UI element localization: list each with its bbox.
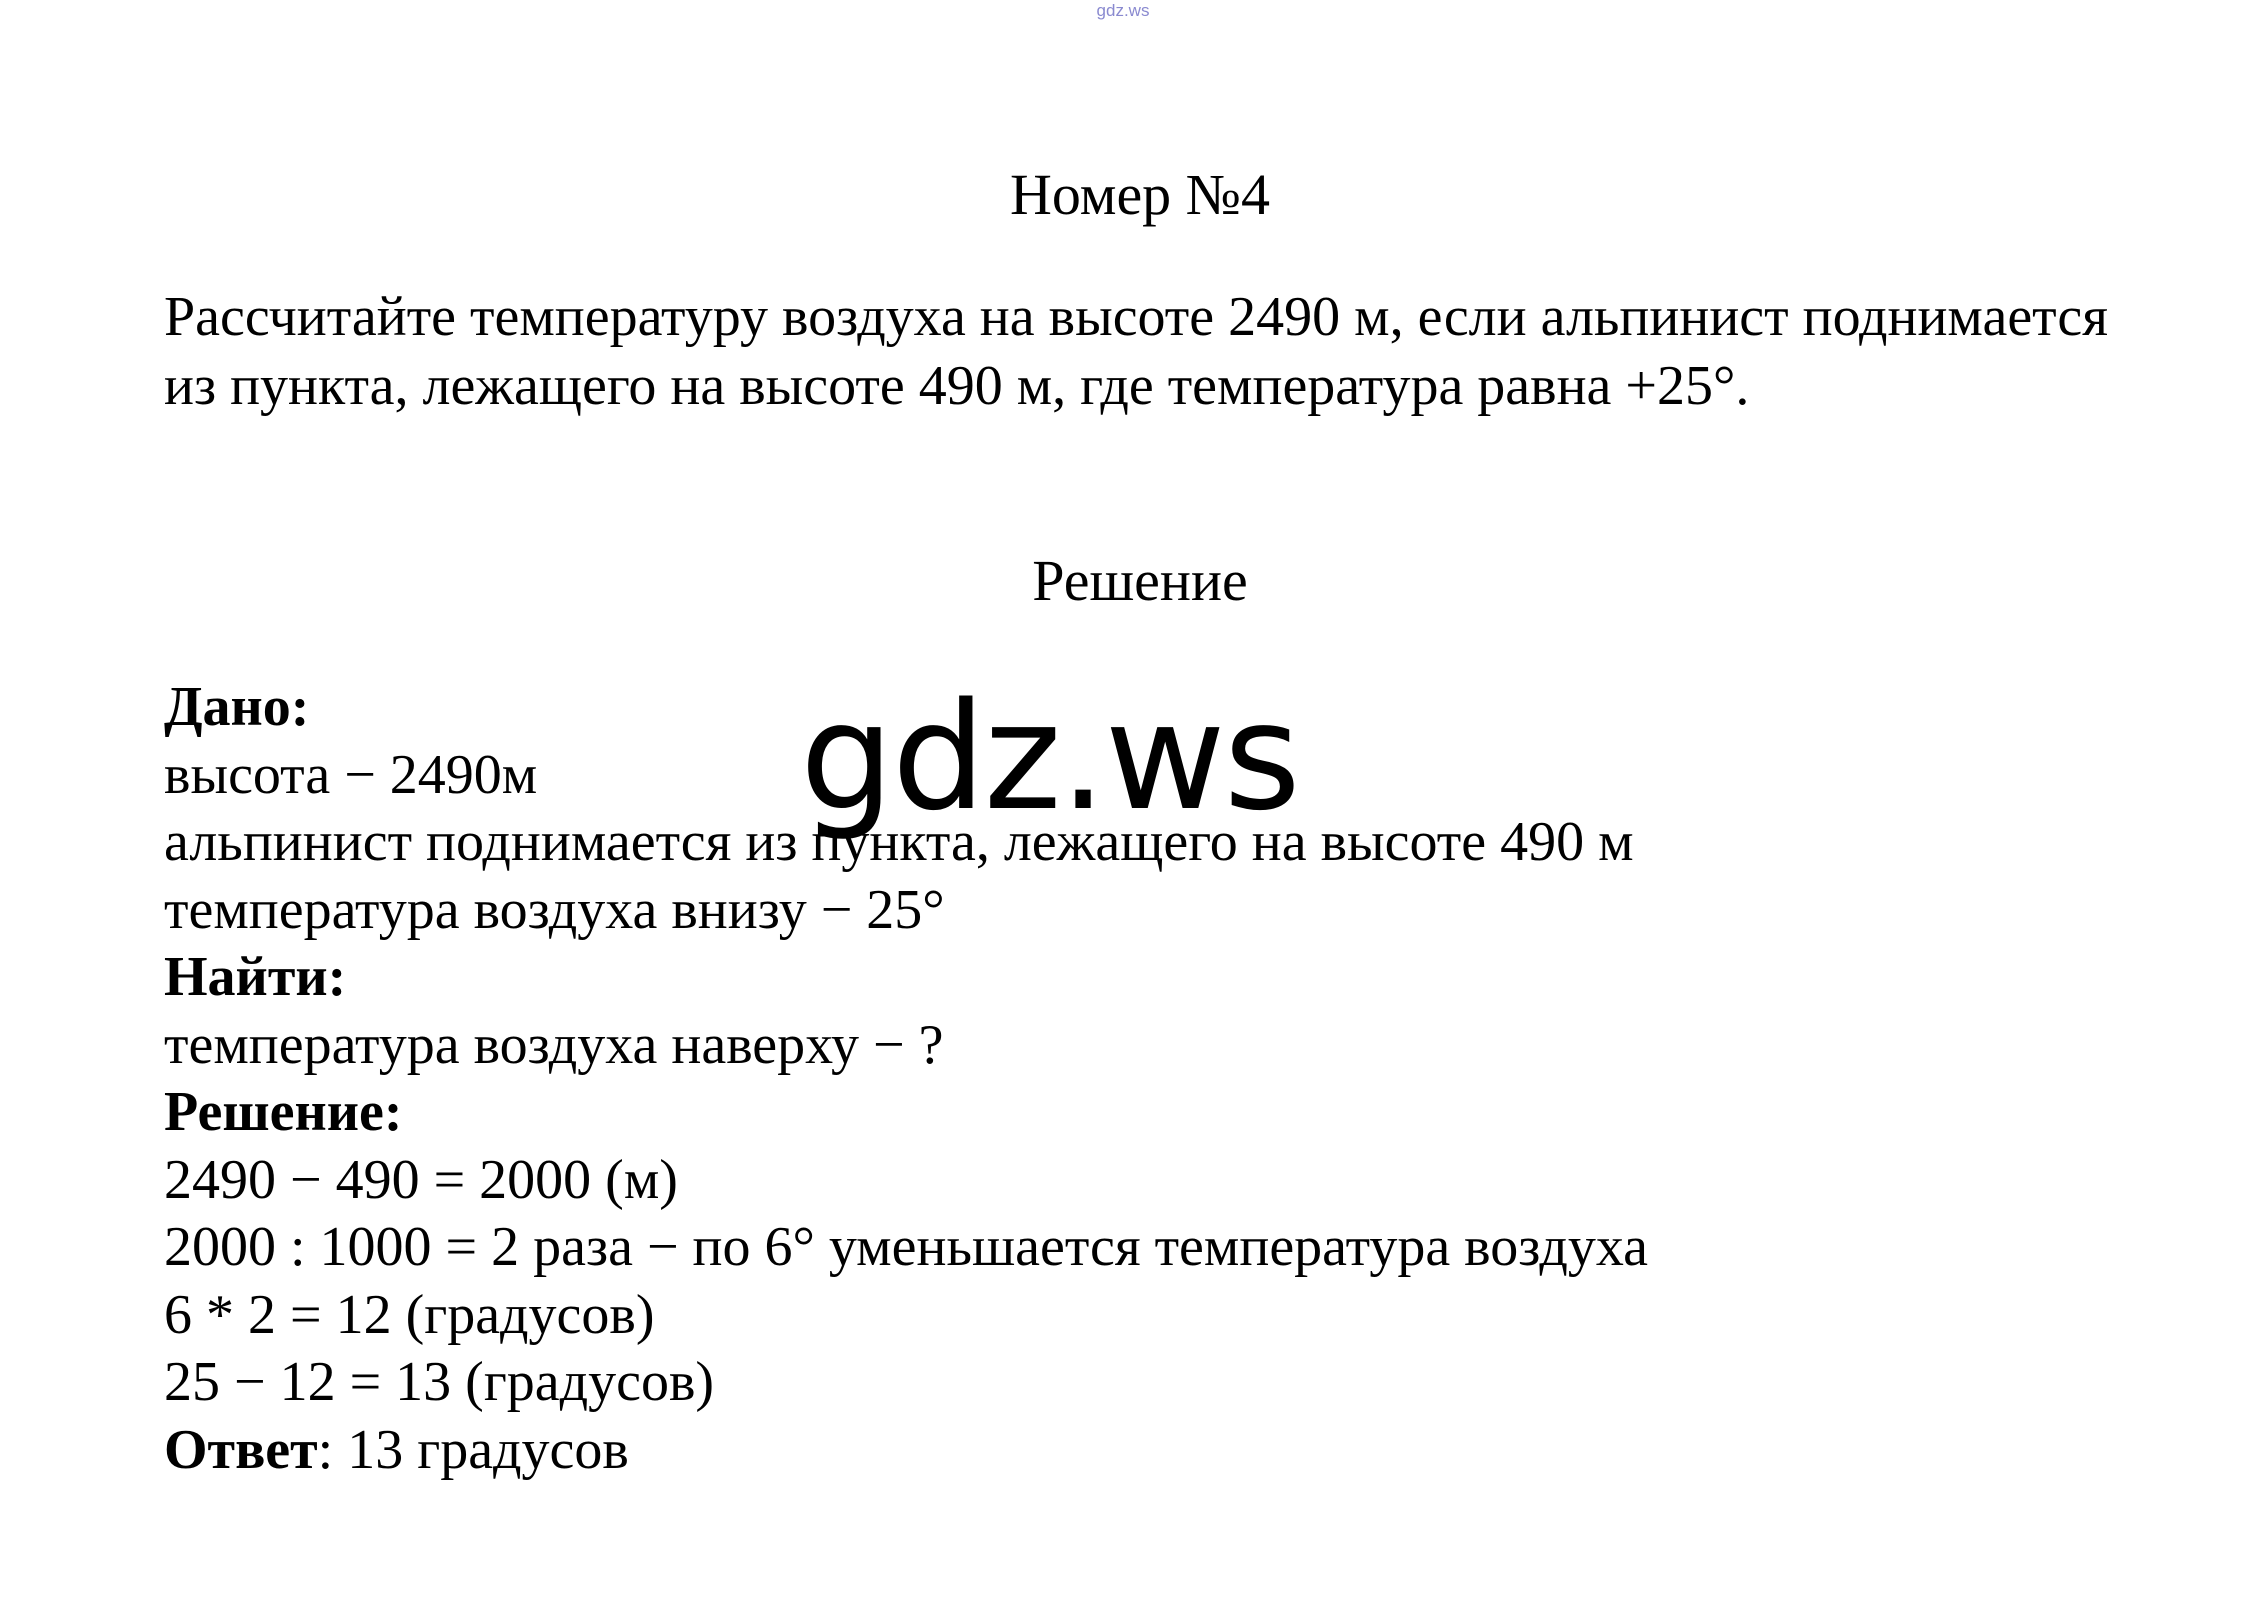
- solution-heading: Решение:: [164, 1081, 403, 1143]
- answer-value: : 13 градусов: [317, 1418, 629, 1481]
- solution-step-2: 2000 : 1000 = 2 раза − по 6° уменьшается температура воздуха: [164, 1216, 1648, 1278]
- solution-step-1: 2490 − 490 = 2000 (м): [164, 1148, 678, 1211]
- given-heading: Дано:: [164, 676, 310, 738]
- solution-step-3: 6 * 2 = 12 (градусов): [164, 1283, 655, 1346]
- solution-step-4: 25 − 12 = 13 (градусов): [164, 1351, 715, 1413]
- section-title: Решение: [1032, 548, 1248, 613]
- answer-line: [164, 1417, 2164, 1485]
- given-line-height: высота − 2490м: [164, 743, 538, 806]
- problem-statement: Рассчитайте температуру воздуха на высоте 2490 м, если альпинист поднимается из пункта, лежащего на высоте 490 м, где температура равна +25°.: [164, 286, 2108, 417]
- given-line-temperature: температура воздуха внизу − 25°: [164, 878, 945, 941]
- given-line-start-point: альпинист поднимается из пункта, лежащего на высоте 490 м: [164, 811, 1634, 873]
- header-watermark: gdz.ws: [1096, 1, 1150, 20]
- answer-label: Ответ: [164, 1418, 318, 1481]
- find-line: температура воздуха наверху − ?: [164, 1013, 944, 1076]
- page-title: Номер №4: [1009, 162, 1271, 227]
- watermark-logo: gdz.ws: [800, 671, 1299, 843]
- find-heading: Найти:: [164, 946, 347, 1008]
